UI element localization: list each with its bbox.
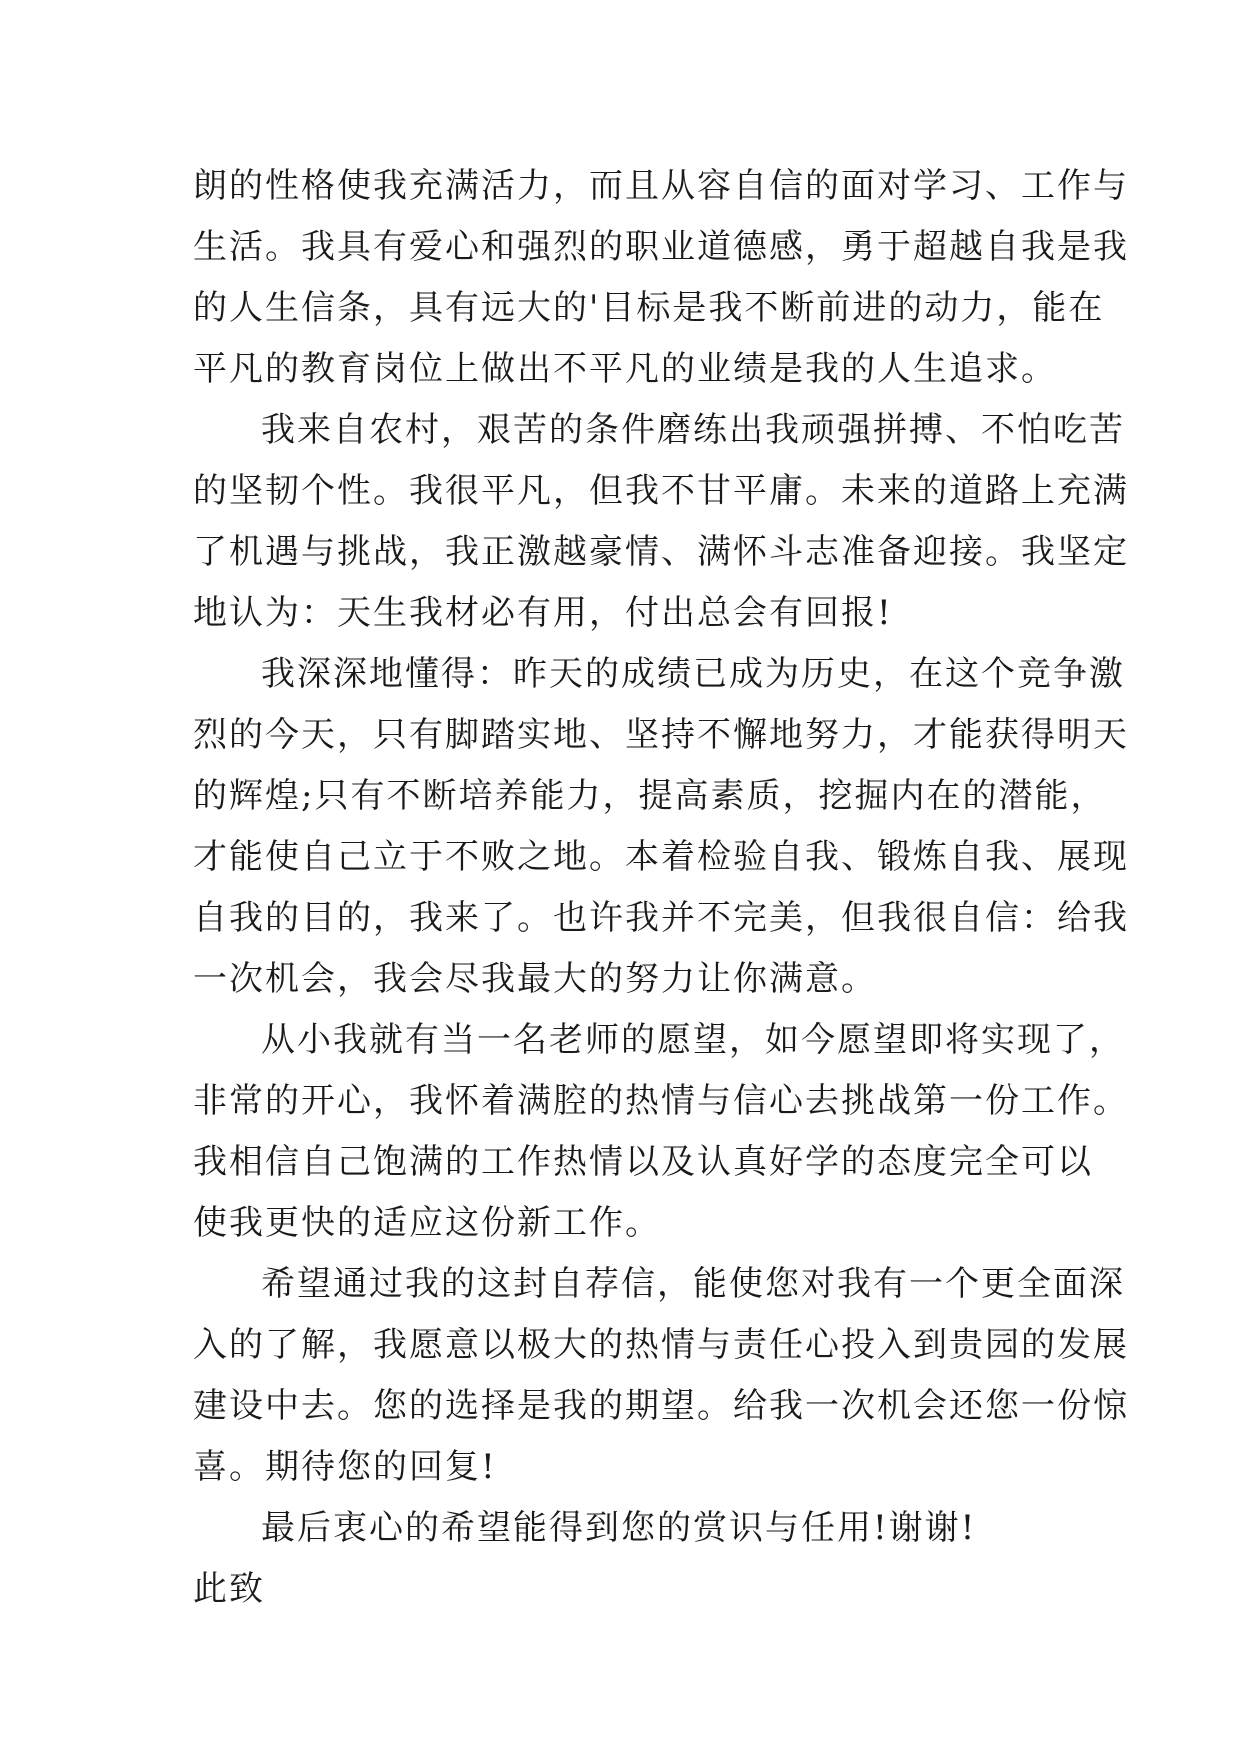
- text-line: 朗的性格使我充满活力，而且从容自信的面对学习、工作与: [193, 166, 1129, 206]
- paragraph-start-line: 最后衷心的希望能得到您的赏识与任用!谢谢!: [261, 1508, 977, 1548]
- paragraph-start-line: 我来自农村，艰苦的条件磨练出我顽强拼搏、不怕吃苦: [261, 410, 1125, 450]
- text-line: 的坚韧个性。我很平凡，但我不甘平庸。未来的道路上充满: [193, 471, 1129, 511]
- text-line: 使我更快的适应这份新工作。: [193, 1203, 661, 1243]
- text-line: 非常的开心，我怀着满腔的热情与信心去挑战第一份工作。: [193, 1081, 1129, 1121]
- text-line: 才能使自己立于不败之地。本着检验自我、锻炼自我、展现: [193, 837, 1129, 877]
- text-line: 我相信自己饱满的工作热情以及认真好学的态度完全可以: [193, 1142, 1093, 1182]
- letter-body: [193, 156, 1129, 1620]
- text-line: 喜。期待您的回复!: [193, 1447, 497, 1487]
- text-line: 地认为：天生我材必有用，付出总会有回报!: [193, 593, 893, 633]
- closing-salutation: 此致: [193, 1569, 265, 1609]
- text-line: 了机遇与挑战，我正激越豪情、满怀斗志准备迎接。我坚定: [193, 532, 1129, 572]
- paragraph-start-line: 从小我就有当一名老师的愿望，如今愿望即将实现了，: [261, 1020, 1125, 1060]
- text-line: 的人生信条，具有远大的'目标是我不断前进的动力，能在: [193, 288, 1105, 328]
- text-line: 生活。我具有爱心和强烈的职业道德感，勇于超越自我是我: [193, 227, 1129, 267]
- text-line: 自我的目的，我来了。也许我并不完美，但我很自信：给我: [193, 898, 1129, 938]
- paragraph-start-line: 希望通过我的这封自荐信，能使您对我有一个更全面深: [261, 1264, 1125, 1304]
- text-line: 的辉煌;只有不断培养能力，提高素质，挖掘内在的潜能，: [193, 776, 1107, 816]
- text-line: 入的了解，我愿意以极大的热情与责任心投入到贵园的发展: [193, 1325, 1129, 1365]
- paragraph-start-line: 我深深地懂得：昨天的成绩已成为历史，在这个竞争激: [261, 654, 1125, 694]
- text-line: 建设中去。您的选择是我的期望。给我一次机会还您一份惊: [193, 1386, 1129, 1426]
- text-line: 平凡的教育岗位上做出不平凡的业绩是我的人生追求。: [193, 349, 1057, 389]
- text-line: 一次机会，我会尽我最大的努力让你满意。: [193, 959, 877, 999]
- text-line: 烈的今天，只有脚踏实地、坚持不懈地努力，才能获得明天: [193, 715, 1129, 755]
